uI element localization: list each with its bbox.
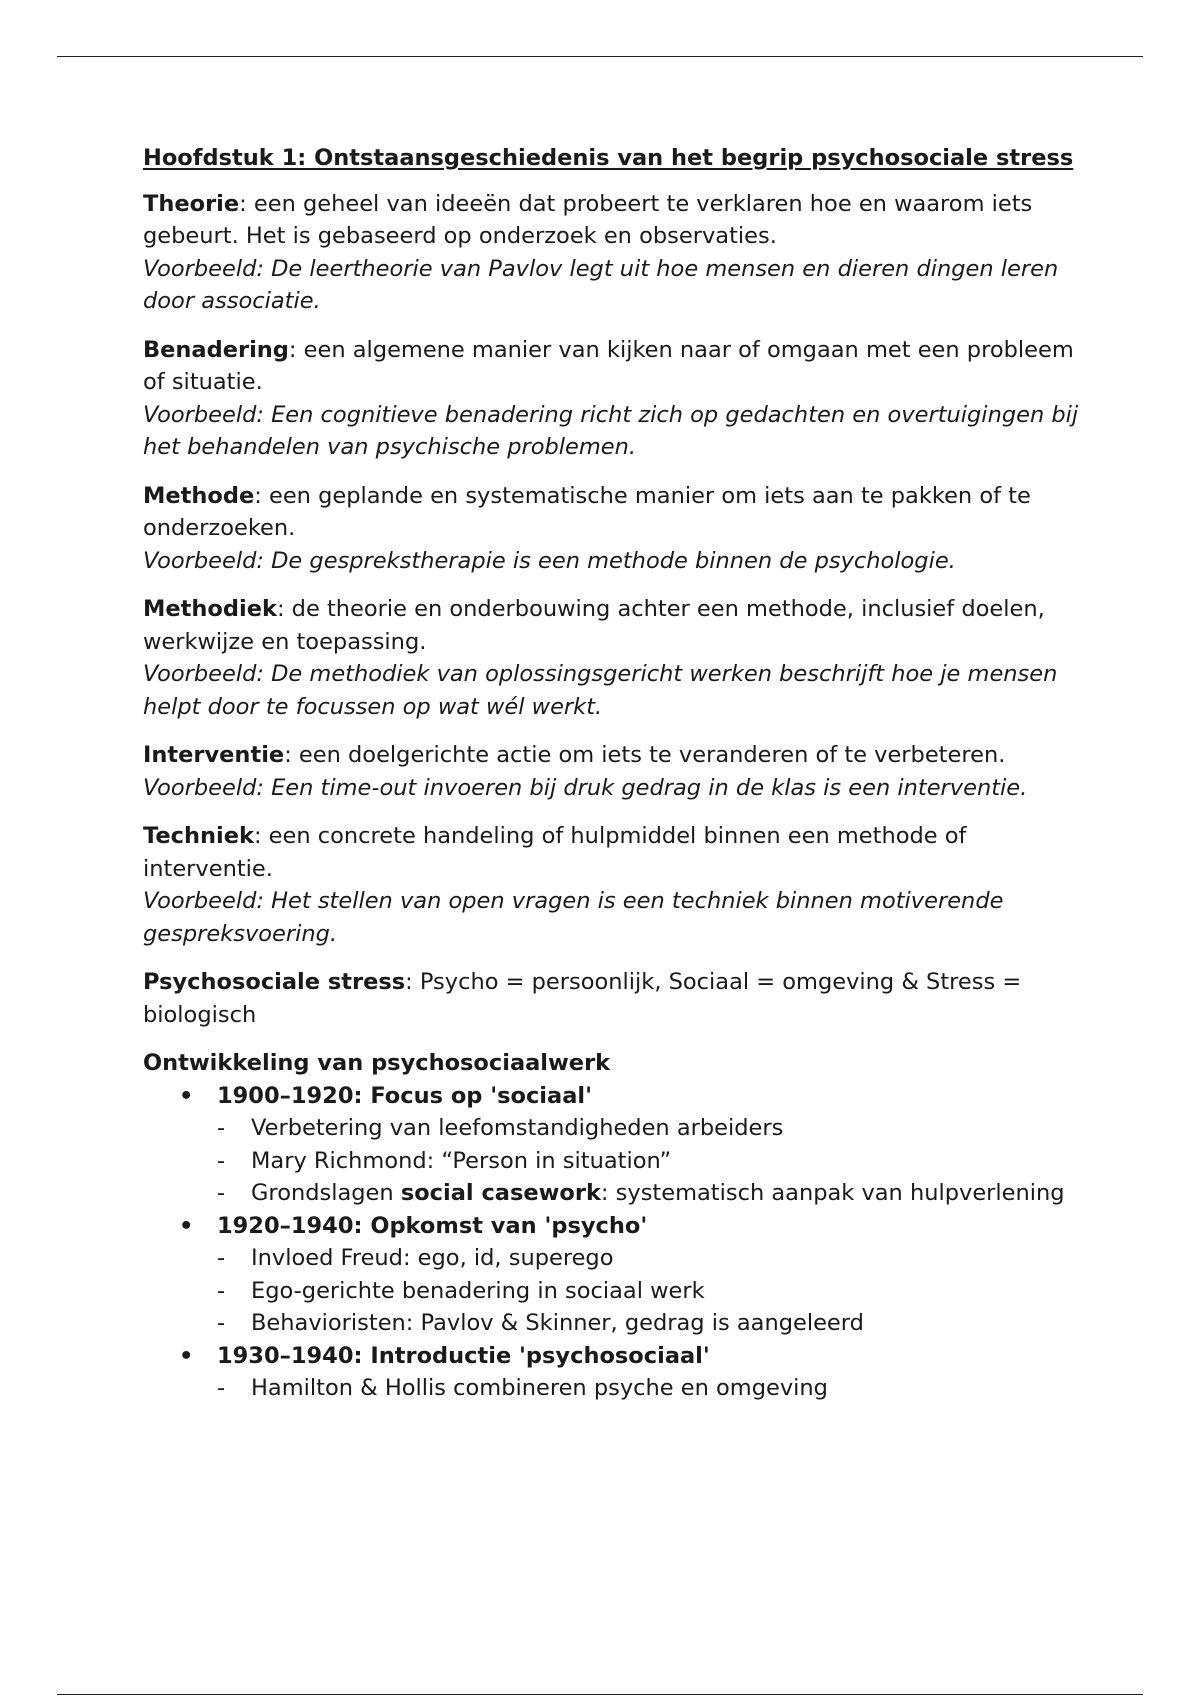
dash-icon: - xyxy=(217,1180,226,1206)
point-text: Verbetering van leefomstandigheden arbeiders xyxy=(251,1115,784,1141)
term-label: Techniek xyxy=(143,823,254,849)
point-text: Hamilton & Hollis combineren psyche en omgeving xyxy=(251,1375,828,1401)
term-example: Voorbeeld: De gesprekstherapie is een methode binnen de psychologie. xyxy=(143,547,956,574)
term-label: Interventie xyxy=(143,742,285,768)
term-definition: : een concrete handeling of hulpmiddel binnen een methode of interventie. xyxy=(143,823,967,882)
list-item xyxy=(217,1145,1083,1178)
term-definition: : een doelgerichte actie om iets te veranderen of te verbeteren. xyxy=(284,742,1006,768)
point-text: Mary Richmond: “Person in situation” xyxy=(251,1147,672,1174)
term-block-theorie xyxy=(143,188,1083,318)
term-label: Psychosociale stress xyxy=(143,969,406,995)
term-block-methode xyxy=(143,480,1083,578)
period-item xyxy=(143,1210,1083,1340)
term-definition: : een geplande en systematische manier om iets aan te pakken of te onderzoeken. xyxy=(143,482,1031,541)
point-list xyxy=(217,1112,1083,1210)
page-bottom-rule xyxy=(57,1694,1143,1695)
term-definition: : Psycho = persoonlijk, Sociaal = omgeving & Stress = biologisch xyxy=(143,969,1022,1028)
term-block-benadering xyxy=(143,334,1083,464)
period-title: 1900–1920: Focus op 'sociaal' xyxy=(217,1082,592,1109)
dash-icon: - xyxy=(217,1115,226,1141)
list-item xyxy=(217,1112,1083,1145)
period-title: 1930–1940: Introductie 'psychosociaal' xyxy=(217,1342,710,1369)
period-title: 1920–1940: Opkomst van 'psycho' xyxy=(217,1212,648,1239)
chapter-heading: Hoofdstuk 1: Ontstaansgeschiedenis van het begrip psychosociale stress xyxy=(143,145,1074,171)
bullet-icon: • xyxy=(179,1082,194,1109)
point-text: Invloed Freud: ego, id, superego xyxy=(251,1245,614,1271)
term-example: Voorbeeld: De methodiek van oplossingsgericht werken beschrijft hoe je mensen helpt door te focussen op wat wél werkt. xyxy=(143,661,1058,720)
period-item xyxy=(143,1340,1083,1405)
period-item xyxy=(143,1080,1083,1210)
list-item xyxy=(217,1307,1083,1340)
dash-icon: - xyxy=(217,1375,226,1401)
development-section-title: Ontwikkeling van psychosociaalwerk xyxy=(143,1050,611,1076)
term-example: Voorbeeld: De leertheorie van Pavlov legt uit hoe mensen en dieren dingen leren door associatie. xyxy=(143,255,1059,314)
term-example: Voorbeeld: Een cognitieve benadering richt zich op gedachten en overtuigingen bij het behandelen van psychische problemen. xyxy=(143,401,1079,460)
dash-icon: - xyxy=(217,1277,226,1304)
term-label: Methode xyxy=(143,482,255,509)
term-label: Methodiek xyxy=(143,596,277,622)
list-item xyxy=(217,1372,1083,1405)
term-block-methodiek xyxy=(143,593,1083,723)
term-label: Benadering xyxy=(143,336,289,363)
term-definition: : een algemene manier van kijken naar of omgaan met een probleem of situatie. xyxy=(143,336,1074,395)
term-definition: : een geheel van ideeën dat probeert te verklaren hoe en waarom iets gebeurt. Het is gebaseerd op onderzoek en observaties. xyxy=(143,190,1033,249)
dash-icon: - xyxy=(217,1147,226,1174)
bullet-icon: • xyxy=(179,1212,194,1239)
point-list xyxy=(217,1242,1083,1340)
point-bold-text: social casework xyxy=(400,1180,601,1206)
point-text-tail: : systematisch aanpak van hulpverlening xyxy=(600,1180,1065,1206)
list-item xyxy=(217,1177,1083,1210)
term-block-interventie xyxy=(143,739,1083,804)
term-definition: : de theorie en onderbouwing achter een methode, inclusief doelen, werkwijze en toepassing. xyxy=(143,596,1045,655)
list-item xyxy=(217,1275,1083,1308)
point-list xyxy=(217,1372,1083,1405)
document-page xyxy=(143,142,1083,1405)
bullet-icon: • xyxy=(179,1342,194,1369)
term-block-techniek xyxy=(143,820,1083,950)
period-list xyxy=(143,1080,1083,1405)
dash-icon: - xyxy=(217,1245,226,1271)
term-example: Voorbeeld: Het stellen van open vragen is een techniek binnen motiverende gespreksvoering. xyxy=(143,888,1004,947)
page-top-rule xyxy=(57,56,1143,57)
point-text: Ego-gerichte benadering in sociaal werk xyxy=(251,1277,705,1304)
term-example: Voorbeeld: Een time-out invoeren bij druk gedrag in de klas is een interventie. xyxy=(143,774,1028,801)
dash-icon: - xyxy=(217,1310,226,1336)
term-block-psychosociale-stress xyxy=(143,966,1083,1031)
point-text: Grondslagen xyxy=(251,1180,401,1206)
term-label: Theorie xyxy=(143,190,240,217)
list-item xyxy=(217,1242,1083,1275)
point-text: Behavioristen: Pavlov & Skinner, gedrag is aangeleerd xyxy=(251,1310,864,1336)
